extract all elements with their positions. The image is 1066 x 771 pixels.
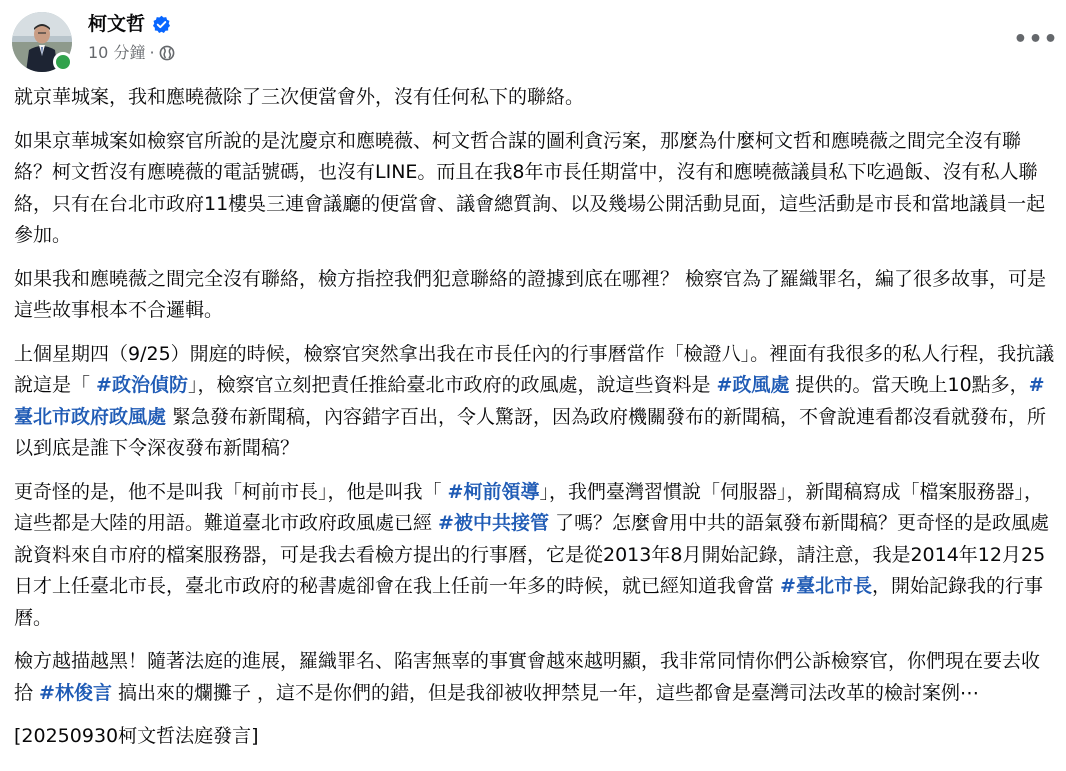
- post-text: 了嗎？怎麼會用中共的語氣發布新聞稿？更奇怪的是政風處說資料來自市府的檔案服務器，可是我去看檢方提出的行事曆，它是從2013年8月開始記錄，請注意，我是2014年12月25日才上任臺北市長，臺北市政府的秘書處卻會在我上任前一年多的時候，就已經知道我會當: [14, 512, 1050, 597]
- post-paragraph: [14, 82, 1056, 114]
- post-text: 檢方越描越黑！隨著法庭的進展，羅織罪名、陷害無辜的事實會越來越明顯，我非常同情你們公訴檢察官，你們現在要去收拾: [14, 650, 1041, 704]
- more-options-button[interactable]: [1013, 22, 1059, 58]
- post-text: 如果我和應曉薇之間完全沒有聯絡，檢方指控我們犯意聯絡的證據到底在哪裡？ 檢察官為了羅織罪名，編了很多故事，可是這些故事根本不合邏輯。: [14, 267, 1047, 321]
- hashtag-link[interactable]: #柯前領導: [447, 480, 540, 503]
- post-text: [20250930柯文哲法庭發言]: [14, 725, 259, 747]
- post-paragraph: [14, 646, 1056, 709]
- hashtag-link[interactable]: #林俊言: [39, 681, 112, 704]
- post-paragraph: [14, 477, 1056, 635]
- author-name[interactable]: 柯文哲: [88, 13, 146, 35]
- post-paragraph: [14, 339, 1056, 465]
- verified-badge-icon: [152, 15, 171, 34]
- post-paragraph: [14, 264, 1056, 327]
- author-avatar-wrap[interactable]: [12, 12, 72, 72]
- hashtag-link[interactable]: #政治偵防: [96, 374, 188, 396]
- hashtag-link[interactable]: #臺北市政府政風處: [14, 374, 1045, 428]
- post-timestamp[interactable]: 10 分鐘: [88, 43, 146, 62]
- more-horizontal-icon: •••: [1013, 27, 1059, 52]
- hashtag-link[interactable]: #政風處: [716, 374, 790, 396]
- post-text: 」，我們臺灣習慣說「伺服器」，新聞稿寫成「檔案服務器」，這些都是大陸的用語。難道臺北市政府政風處已經: [14, 480, 1043, 534]
- globe-icon[interactable]: [159, 45, 175, 61]
- post-paragraph: [14, 126, 1056, 252]
- post-text: 」，檢察官立刻把責任推給臺北市政府的政風處，說這些資料是: [187, 374, 717, 396]
- author-line: [88, 12, 171, 36]
- post-text: 提供的。當天晚上10點多，: [789, 374, 1029, 396]
- post-text: ，開始記錄我的行事曆。: [14, 575, 1043, 629]
- post-header: [12, 8, 1059, 72]
- online-status-dot: [53, 52, 73, 72]
- post-meta: [88, 42, 175, 64]
- post-text: 上個星期四（9/25）開庭的時候，檢察官突然拿出我在市長任內的行事曆當作「檢證八」。裡面有我很多的私人行程，我抗議說這是「: [14, 342, 1055, 396]
- post-body: [14, 82, 1056, 765]
- post-text: 就京華城案，我和應曉薇除了三次便當會外，沒有任何私下的聯絡。: [14, 86, 585, 108]
- post-text: 更奇怪的是，他不是叫我「柯前市長」，他是叫我「: [14, 480, 448, 503]
- hashtag-link[interactable]: #被中共接管: [438, 512, 549, 534]
- hashtag-link[interactable]: #臺北市長: [780, 575, 872, 597]
- meta-separator: ·: [149, 43, 155, 62]
- post-text: 如果京華城案如檢察官所說的是沈慶京和應曉薇、柯文哲合謀的圖利貪污案，那麼為什麼柯文哲和應曉薇之間完全沒有聯絡？柯文哲沒有應曉薇的電話號碼，也沒有LINE。而且在我8年市長任期當中，沒有和應曉薇議員私下吃過飯、沒有私人聯絡，只有在台北市政府11樓吳三連會議廳的便當會、議會總質詢、以及幾場公開活動見面，這些活動是市長和當地議員一起參加。: [14, 129, 1046, 246]
- post-paragraph: [14, 721, 1056, 753]
- post-text: 緊急發布新聞稿，內容錯字百出，令人驚訝，因為政府機關發布的新聞稿，不會說連看都沒看就發布，所以到底是誰下令深夜發布新聞稿？: [14, 405, 1047, 459]
- post-text: 搞出來的爛攤子 ，這不是你們的錯，但是我卻被收押禁見一年，這些都會是臺灣司法改革的檢討案例⋯: [111, 681, 980, 704]
